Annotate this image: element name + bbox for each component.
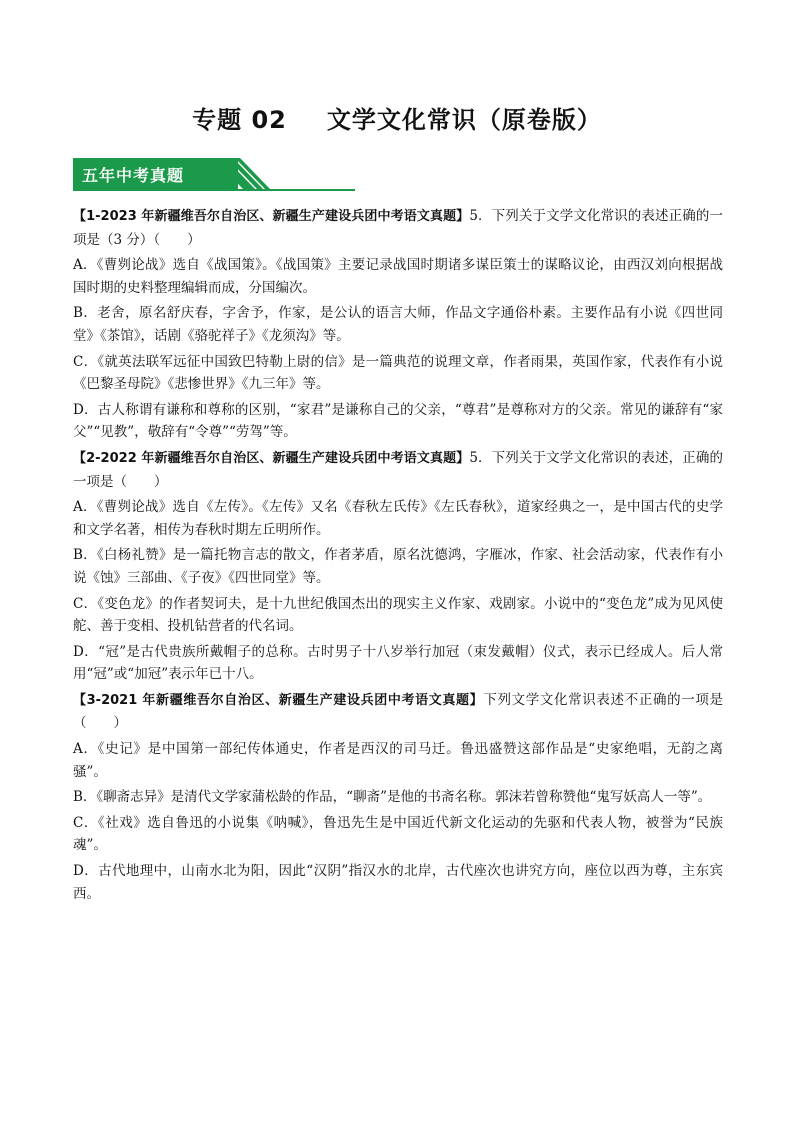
question-1	[73, 205, 723, 444]
topic-number: 专题 02	[192, 106, 287, 134]
section-banner	[73, 158, 355, 192]
question-source: 【3-2021 年新疆维吾尔自治区、新疆生产建设兵团中考语文真题】	[73, 692, 484, 708]
question-text: 下列文学文化常识表述不正确的一项是（ ）	[73, 691, 724, 732]
topic-title: 文学文化常识（原卷版）	[326, 106, 602, 134]
question-list	[73, 205, 723, 908]
question-text: 5．下列关于文学文化常识的表述，正确的一项是（ ）	[73, 449, 724, 490]
option-c: C．《就英法联军远征中国致巴特勒上尉的信》是一篇典范的说理文章，作者雨果，英国作家，代表作有小说《巴黎圣母院》《悲惨世界》《九三年》等。	[73, 353, 723, 393]
question-3	[73, 689, 723, 905]
question-stem	[73, 689, 723, 735]
section-banner-label: 五年中考真题	[82, 166, 185, 185]
option-b: B．《白杨礼赞》是一篇托物言志的散文，作者茅盾，原名沈德鸿，字雁冰，作家、社会活动家，代表作有小说《蚀》三部曲、《子夜》《四世同堂》等。	[73, 547, 723, 586]
question-2	[73, 447, 723, 686]
question-source: 【2-2022 年新疆维吾尔自治区、新疆生产建设兵团中考语文真题】	[73, 450, 470, 466]
option-d: D．古人称谓有谦称和尊称的区别，“家君”是谦称自己的父亲，“尊君”是尊称对方的父亲。常见的谦辞有“家父”“见教”，敬辞有“令尊”“劳驾”等。	[73, 401, 723, 441]
option-a: A．《史记》是中国第一部纪传体通史，作者是西汉的司马迁。鲁迅盛赞这部作品是“史家绝唱，无韵之离骚”。	[73, 741, 723, 780]
option-d: D．古代地理中，山南水北为阳，因此“汉阴”指汉水的北岸，古代座次也讲究方向，座位以西为尊，主东宾西。	[73, 863, 723, 902]
question-stem	[73, 447, 723, 493]
question-source: 【1-2023 年新疆维吾尔自治区、新疆生产建设兵团中考语文真题】	[73, 209, 470, 224]
option-b: B．老舍，原名舒庆春，字舍予，作家，是公认的语言大师，作品文字通俗朴素。主要作品有小说《四世同堂》《茶馆》，话剧《骆驼祥子》《龙须沟》等。	[73, 305, 723, 344]
question-stem	[73, 205, 723, 251]
page-title	[0, 100, 794, 135]
question-text: 5．下列关于文学文化常识的表述正确的一项是（3 分）（ ）	[73, 208, 724, 248]
option-d: D．“冠”是古代贵族所戴帽子的总称。古时男子十八岁举行加冠（束发戴帽）仪式，表示已经成人。后人常用“冠”或“加冠”表示年已十八。	[73, 643, 723, 683]
option-c: C．《社戏》选自鲁迅的小说集《呐喊》，鲁迅先生是中国近代新文化运动的先驱和代表人物，被誉为“民族魂”。	[73, 814, 723, 854]
option-a: A．《曹刿论战》选自《战国策》。《战国策》主要记录战国时期诸多谋臣策士的谋略议论，由西汉刘向根据战国时期的史料整理编辑而成，分国编次。	[73, 257, 723, 296]
option-a: A．《曹刿论战》选自《左传》。《左传》又名《春秋左氏传》《左氏春秋》，道家经典之一，是中国古代的史学和文学名著，相传为春秋时期左丘明所作。	[73, 499, 723, 538]
option-c: C．《变色龙》的作者契诃夫，是十九世纪俄国杰出的现实主义作家、戏剧家。小说中的“变色龙”成为见风使舵、善于变相、投机钻营者的代名词。	[73, 595, 723, 635]
option-b: B．《聊斋志异》是清代文学家蒲松龄的作品，“聊斋”是他的书斋名称。郭沫若曾称赞他“鬼写妖高人一等”。	[73, 789, 712, 806]
banner-underline	[73, 189, 355, 191]
